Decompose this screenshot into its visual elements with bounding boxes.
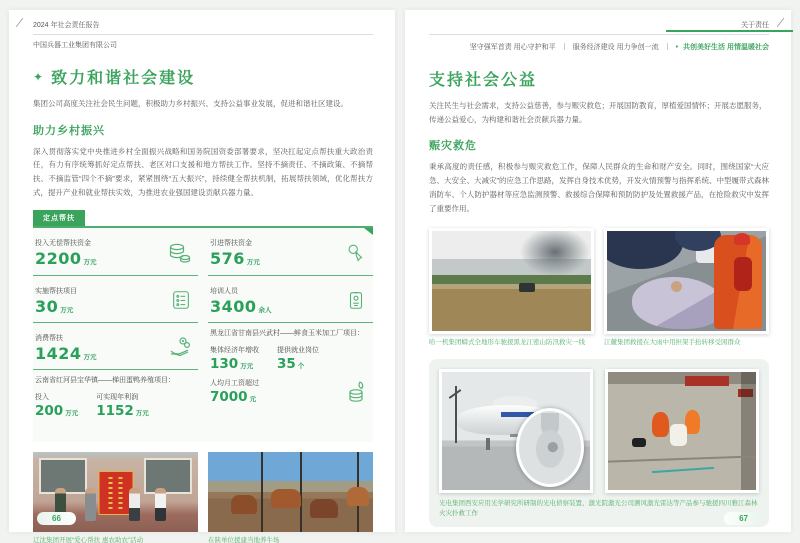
hand-coins-icon [168,335,192,359]
worker-shape [685,410,700,434]
section-body-rural: 深入贯彻落实党中央推进乡村全面振兴战略和国务院国资委部署要求，坚决扛起定点帮扶重大政治责任，有力有序统筹抓好定点帮扶、老区对口支援和地方帮扶工作。坚持不摘责任、不摘政策、不摘帮扶、不摘监管“四个不摘”要求，紧紧围绕“五大振兴”，持续健全帮扶机制，拓展帮扶领域，优化帮扶方式，提升产业和就业帮扶实效，为推进农业强国建设贡献兵器力量。 [33,146,373,198]
pod-ball-shape [536,430,563,468]
photo-card [429,228,594,334]
umbrella-shape [607,231,683,269]
photo-figure [604,228,769,348]
sign-shape [685,376,729,387]
photo-caption: 江麓集团救援在大雨中用担架手抬转移受困群众 [604,338,741,346]
section-heading-disaster: 赈灾救危 [429,140,477,152]
cow-shape [347,487,369,506]
person-shape [85,488,96,521]
cow-shape [231,495,257,514]
photo-caption: 哈一机集团蟒式全地形车驰援黑龙江密山防汛救灾一线 [429,338,585,346]
company-row [33,35,373,52]
company-name: 中国兵器工业集团有限公司 [33,42,117,49]
stat-unit: 余人 [258,305,272,314]
stat-card [208,275,373,322]
treeline-shape [432,275,591,284]
stat-card [33,275,198,322]
metric-value: 7000 元 [210,389,257,405]
right-photo-row [429,228,769,348]
right-header-row [429,15,769,35]
nav-divider [667,43,668,50]
window-shape [144,458,192,494]
stat-card [33,322,198,369]
red-banner-shape [98,471,133,515]
project-metric [96,392,149,419]
page-right [405,10,791,532]
stat-unit: 万元 [83,352,97,361]
corner-slash-icon [16,18,24,27]
stat-value: 1424 万元 [35,343,97,363]
worker-shape [652,412,669,437]
cow-shape [271,489,301,508]
project-metric [35,392,78,419]
helmet-shape [734,233,750,245]
grain-coins-icon [345,379,369,403]
metric-value: 130 万元 [210,355,254,372]
person-shape [671,281,682,292]
metric-label: 集体经济年增收 [210,346,259,354]
section-heading-rural: 助力乡村振兴 [33,124,105,137]
metric-label: 提供就业岗位 [277,346,319,354]
cable-shape [652,467,714,473]
backpack-shape [734,257,752,291]
section-body-disaster: 秉承高度的责任感，积极参与赈灾救危工作，保障人民群众的生命和财产安全。同时，围绕国家“大应急、大安全、大减灾”的应急工作思路，发挥自身技术优势，开发火情预警与指挥系统、中型履带式森林消防车、个人防护器材等应急监测预警、救援综合保障和预防防护及处置救援产品，在抢险救灾中发挥了重要作用。 [429,162,769,213]
stats-panel [33,226,373,442]
photo-surveillance-drone [442,372,590,490]
person-shape [129,488,140,521]
photo-flood-rescue [432,231,591,331]
chapter-title: 关于责任 [741,22,769,29]
stat-label: 培训人员 [210,287,238,295]
active-nav-underline [666,30,793,32]
right-intro: 关注民生与社会需求，支持公益慈善，参与赈灾救危；开展国防教育，厚植爱国情怀；开展志愿服务，传递公益爱心，为构建和谐社会贡献兵器力量。 [429,101,767,124]
project-metric [277,345,319,372]
stat-label: 投入无偿帮扶资金 [35,240,91,247]
page-left [9,10,395,543]
checklist-icon [170,289,192,311]
photo-stretcher-rescue [607,231,766,331]
stat-unit: 万元 [83,258,97,266]
photo-card [439,369,593,493]
landing-gear-shape [486,438,490,450]
metric-label: 投入 [35,393,49,401]
project-card-yunnan [33,369,198,442]
stat-value: 2200 万元 [35,249,97,268]
person-shape [155,488,166,521]
coins-icon [168,241,192,265]
stat-card [208,228,373,275]
vehicle-shape [519,283,535,292]
left-page-title [33,65,373,88]
hand-pointer-icon [345,242,367,264]
stats-column-right [208,228,373,442]
banner-text-shape [108,477,112,509]
metric-value: 35 个 [277,355,305,372]
stat-label: 引进帮扶资金 [210,240,252,247]
banner-text-shape [118,477,122,509]
page-number-left: 66 [37,512,76,525]
nav-item-society[interactable]: • 共创美好生活 用情温暖社会 [676,40,769,52]
metric-label: 人均月工资超过 [210,380,259,387]
report-title: 2024 年社会责任报告 [33,22,100,29]
left-header-row [33,15,373,35]
metric-value: 200 万元 [35,402,79,419]
left-photo-row [33,452,373,543]
chapter-nav [429,35,769,54]
nav-item-military[interactable]: 坚守强军首责 用心守护和平 [469,44,556,51]
bottom-photo-caption: 光电集团西安应用光学研究所研制的光电侦察装置、激光院激光公司测风激光雷达等产品参与驰援四川雅江森林火灾扑救工作 [439,500,758,517]
active-dot-icon: • [675,44,679,51]
stat-label: 实施帮扶项目 [35,287,77,295]
stat-value: 30 万元 [35,296,74,316]
stat-value: 3400 余人 [210,296,272,316]
nav-item-economy[interactable]: 服务经济建设 用力争创一流 [572,44,659,51]
id-badge-icon [345,289,367,311]
photo-caption: 辽沈集团开展“爱心帮扶 惠农助农”活动 [33,537,144,543]
stat-label: 消费帮扶 [35,334,63,342]
page-number-right: 67 [724,512,763,525]
tag-targeted-assistance: 定点帮扶 [33,210,85,226]
project-title: 黑龙江省甘南县兴武村——鲜食玉米加工厂项目： [210,330,364,337]
stats-column-left [33,228,198,442]
left-page-title-text: 致力和谐社会建设 [51,70,196,87]
metric-label: 可实现年利润 [96,393,139,401]
stat-value: 576 万元 [210,249,260,268]
project-title: 云南省红河县宝华镇——梯田蛋鸭养殖项目： [35,377,175,384]
photo-lidar-deployment [608,372,756,490]
project-card-heilongjiang [208,322,373,442]
metric-value: 1152 万元 [96,402,149,419]
stat-card [33,228,198,275]
corner-slash-icon [777,18,785,27]
photo-card [605,369,759,493]
roof-seam-shape [608,455,756,462]
photo-figure [33,452,198,543]
photo-figure [429,228,594,348]
right-page-title [429,67,769,90]
project-metric [210,345,259,372]
project-metric [210,378,259,405]
panel-corner-triangle-icon [364,228,373,235]
photo-figure [208,452,373,543]
photo-card [604,228,769,334]
equipment-bag-shape [632,438,646,447]
bottom-photo-row [439,369,759,493]
pole-shape [300,452,302,532]
pole-shape [261,452,263,532]
nav-divider [564,43,565,50]
stat-unit: 万元 [246,258,260,266]
cow-shape [310,499,338,518]
left-intro: 集团公司高度关注社会民生问题，积极助力乡村振兴、支持公益事业发展，促进和谐社区建设。 [33,99,348,108]
star-icon: ✦ [33,69,44,84]
wall-shadow-shape [741,372,756,490]
right-page-title-text: 支持社会公益 [429,72,538,89]
lidar-device-shape [670,424,687,446]
photo-caption: 在陕单位援建当地养牛场 [208,537,280,543]
bottom-photo-panel [429,359,769,527]
stat-unit: 万元 [60,305,74,314]
photo-cattle-farm [208,452,373,532]
optical-pod-inset [516,408,584,487]
